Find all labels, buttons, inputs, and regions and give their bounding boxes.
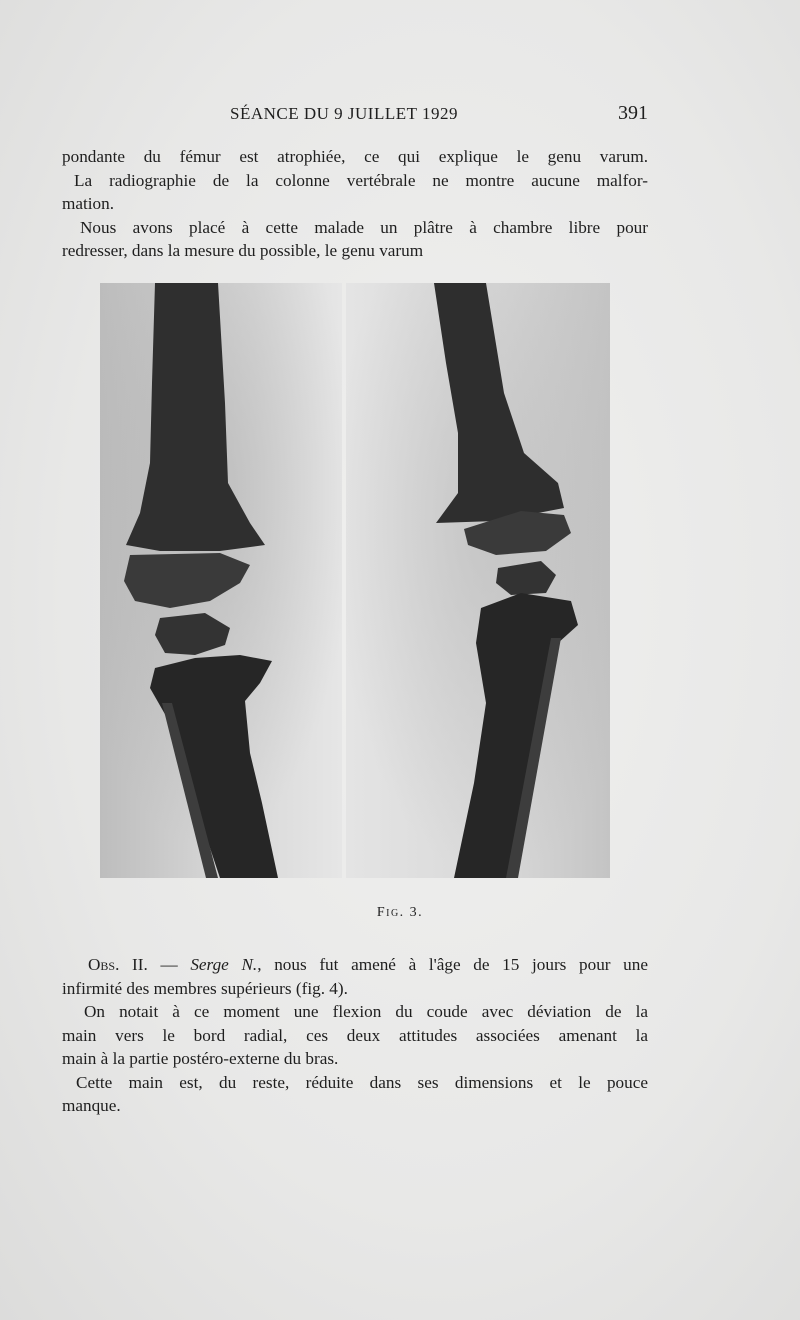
text-line: main vers le bord radial, ces deux attitudes associées amenant la	[62, 1025, 648, 1045]
running-header	[62, 100, 648, 130]
text-line: infirmité des membres supérieurs (fig. 4).	[62, 978, 348, 998]
knee-radiograph-left	[100, 283, 342, 878]
dash: —	[147, 955, 191, 974]
patient-name: Serge N.	[190, 955, 258, 974]
radiograph-figure	[100, 283, 610, 878]
text-line: main à la partie postéro-externe du bras.	[62, 1049, 339, 1068]
text-line	[62, 953, 648, 977]
text-line: Nous avons placé à cette malade un plâtre à chambre libre pour	[80, 217, 648, 237]
text-line: redresser, dans la mesure du possible, le genu varum	[62, 241, 424, 260]
page-number: 391	[618, 102, 648, 124]
knee-radiograph-right	[346, 283, 610, 878]
text-line: On notait à ce moment une flexion du coude avec déviation de la	[84, 1002, 648, 1021]
text-line: mation.	[62, 194, 115, 213]
top-paragraphs	[62, 145, 648, 263]
text-line: manque.	[62, 1096, 121, 1115]
text-fragment: , nous fut amené à l'âge de 15 jours pour une	[257, 955, 648, 974]
figure-caption: Fig. 3.	[376, 905, 424, 920]
text-line: La radiographie de la colonne vertébrale ne montre aucune malfor-	[74, 170, 648, 190]
observation-label: Obs. II.	[88, 955, 148, 974]
bottom-paragraphs	[62, 953, 648, 1118]
text-line: pondante du fémur est atrophiée, ce qui explique le genu varum.	[62, 147, 648, 166]
header-title: SÉANCE DU 9 JUILLET 1929	[230, 104, 458, 123]
text-line: Cette main est, du reste, réduite dans ses dimensions et le pouce	[76, 1072, 648, 1092]
